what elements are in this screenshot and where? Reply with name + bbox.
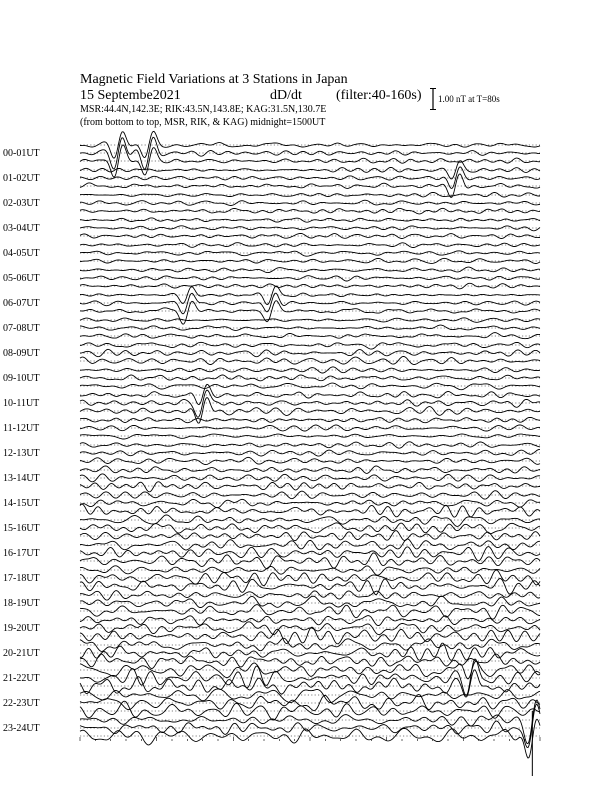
hour-label-11-12UT: 11-12UT (3, 423, 40, 434)
trace-msr-8 (80, 357, 540, 365)
trace-msr-11 (80, 434, 540, 439)
trace-kag-6 (80, 286, 540, 305)
station-order-note: (from bottom to top, MSR, RIK, & KAG) midnight=1500UT (80, 117, 326, 128)
hour-label-15-16UT: 15-16UT (3, 523, 40, 534)
trace-rik-14 (80, 499, 540, 507)
chart-title: Magnetic Field Variations at 3 Stations in Japan (80, 72, 348, 87)
hour-label-04-05UT: 04-05UT (3, 248, 40, 259)
trace-msr-15 (80, 531, 540, 541)
trace-kag-16 (80, 539, 540, 550)
hour-label-03-04UT: 03-04UT (3, 223, 40, 234)
hour-label-18-19UT: 18-19UT (3, 598, 40, 609)
hour-label-13-14UT: 13-14UT (3, 473, 40, 484)
trace-rik-5 (80, 276, 540, 281)
hour-label-19-20UT: 19-20UT (3, 623, 40, 634)
trace-msr-14 (80, 504, 540, 517)
trace-kag-17 (80, 566, 540, 575)
trace-rik-18 (80, 596, 540, 607)
date-label: 15 Septembe2021 (80, 88, 181, 103)
hour-label-23-24UT: 23-24UT (3, 723, 40, 734)
trace-kag-2 (80, 192, 540, 197)
hour-label-09-10UT: 09-10UT (3, 373, 40, 384)
hour-label-05-06UT: 05-06UT (3, 273, 40, 284)
hour-label-06-07UT: 06-07UT (3, 298, 40, 309)
trace-kag-18 (80, 591, 540, 601)
trace-kag-15 (80, 515, 540, 526)
trace-rik-20 (80, 643, 540, 660)
trace-msr-9 (80, 383, 540, 390)
hour-label-17-18UT: 17-18UT (3, 573, 40, 584)
hour-label-14-15UT: 14-15UT (3, 498, 40, 509)
hour-label-08-09UT: 08-09UT (3, 348, 40, 359)
hour-label-07-08UT: 07-08UT (3, 323, 40, 334)
trace-msr-13 (80, 482, 540, 492)
hour-label-12-13UT: 12-13UT (3, 448, 40, 459)
trace-kag-19 (80, 616, 540, 626)
trace-msr-2 (80, 208, 540, 214)
component-label: dD/dt (270, 88, 302, 103)
hour-label-22-23UT: 22-23UT (3, 698, 40, 709)
trace-kag-8 (80, 342, 540, 349)
station-coordinates: MSR:44.4N,142.3E; RIK:43.5N,143.8E; KAG:31.5N,130.7E (80, 104, 327, 115)
hour-label-01-02UT: 01-02UT (3, 173, 40, 184)
scale-label: 1.00 nT at T=80s (438, 94, 500, 104)
hour-label-16-17UT: 16-17UT (3, 548, 40, 559)
hour-label-layer (3, 148, 40, 734)
trace-kag-13 (80, 466, 540, 473)
trace-rik-4 (80, 251, 540, 256)
trace-msr-7 (80, 333, 540, 339)
hour-label-10-11UT: 10-11UT (3, 398, 40, 409)
trace-rik-21 (80, 659, 540, 696)
hour-label-20-21UT: 20-21UT (3, 648, 40, 659)
filter-label: (filter:40-160s) (336, 88, 422, 103)
hour-label-02-03UT: 02-03UT (3, 198, 40, 209)
hour-label-00-01UT: 00-01UT (3, 148, 40, 159)
trace-rik-3 (80, 226, 540, 231)
trace-rik-22 (80, 695, 540, 711)
hour-label-21-22UT: 21-22UT (3, 673, 40, 684)
trace-rik-2 (80, 200, 540, 205)
